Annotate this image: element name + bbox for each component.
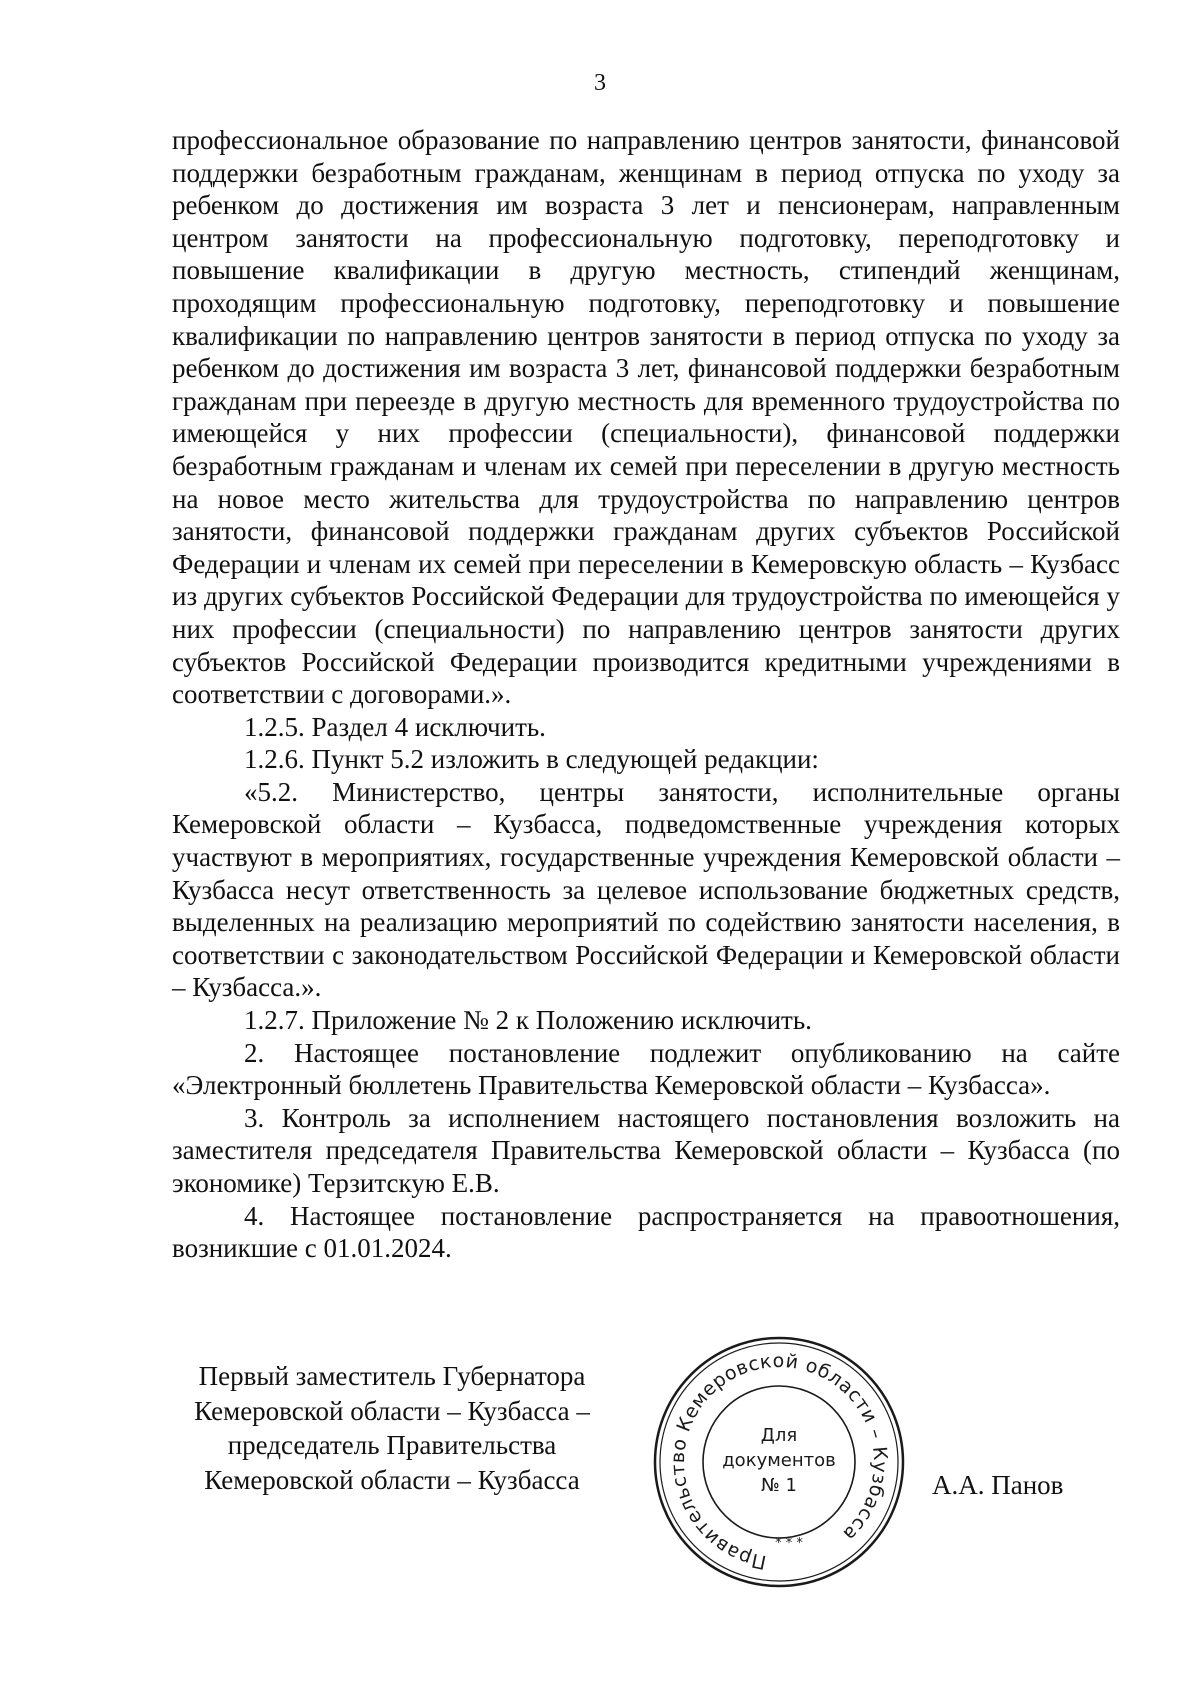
paragraph-2: 2. Настоящее постановление подлежит опубликованию на сайте «Электронный бюллетень Правительства Кемеровской области – Кузбасса».	[172, 1037, 1120, 1101]
paragraph-5-2: «5.2. Министерство, центры занятости, исполнительные органы Кемеровской области – Кузбасса, подведомственные учреждения которых участвуют в мероприятиях, государственные учреждения Кемеровской области – Кузбасса несут ответственность за целевое использование бюджетных средств, выделенных на реализацию мероприятий по содействию занятости населения, в соответствии с законодательством Российской Федерации и Кемеровской области – Кузбасса.».	[172, 776, 1120, 1003]
official-seal	[652, 1335, 906, 1589]
seal-center-line: документов	[722, 1450, 836, 1471]
page-number: 3	[594, 70, 606, 96]
paragraph-3: 3. Контроль за исполнением настоящего постановления возложить на заместителя председателя Правительства Кемеровской области – Кузбасса (по экономике) Терзитскую Е.В.	[172, 1102, 1120, 1198]
seal-graphic	[652, 1335, 906, 1589]
seal-center-line: Для	[760, 1425, 798, 1446]
seal-ring-text: Правительство Кемеровской области – Кузбасса	[666, 1349, 892, 1574]
signatory-name: А.А. Панов	[932, 1470, 1064, 1500]
signatory-position-line: председатель Правительства	[227, 1430, 557, 1460]
paragraph-4: 4. Настоящее постановление распространяется на правоотношения, возникшие с 01.01.2024.	[172, 1200, 1120, 1264]
signatory-position-line: Кемеровской области – Кузбасса	[204, 1464, 580, 1495]
document-body	[172, 124, 1120, 1265]
signatory-position-line: Кемеровской области – Кузбасса –	[194, 1395, 590, 1426]
paragraph-continuation: профессиональное образование по направлению центров занятости, финансовой поддержки безработным гражданам, женщинам в период отпуска по уходу за ребенком до достижения им возраста 3 лет и пенсионерам, направленным центром занятости на профессиональную подготовку, переподготовку и повышение квалификации в другую местность, стипендий женщинам, проходящим профессиональную подготовку, переподготовку и повышение квалификации по направлению центров занятости в период отпуска по уходу за ребенком до достижения им возраста 3 лет, финансовой поддержки безработным гражданам при переезде в другую местность для временного трудоустройства по имеющейся у них профессии (специальности), финансовой поддержки безработным гражданам и членам их семей при переселении в другую местность на новое место жительства для трудоустройства по направлению центров занятости, финансовой поддержки гражданам других субъектов Российской Федерации и членам их семей при переселении в Кемеровскую область – Кузбасс из других субъектов Российской Федерации для трудоустройства по имеющейся у них профессии (специальности) по направлению центров занятости других субъектов Российской Федерации производится кредитными учреждениями в соответствии с договорами.».	[172, 125, 1120, 710]
paragraph-1-2-5: 1.2.5. Раздел 4 исключить.	[244, 711, 546, 742]
seal-stars: * * *	[775, 1536, 803, 1551]
paragraph-1-2-6: 1.2.6. Пункт 5.2 изложить в следующей редакции:	[244, 744, 819, 775]
seal-center-line: № 1	[761, 1475, 797, 1496]
signatory-position-line: Первый заместитель Губернатора	[198, 1361, 586, 1391]
paragraph-1-2-7: 1.2.7. Приложение № 2 к Положению исключить.	[244, 1005, 812, 1036]
signatory-position	[162, 1359, 622, 1497]
